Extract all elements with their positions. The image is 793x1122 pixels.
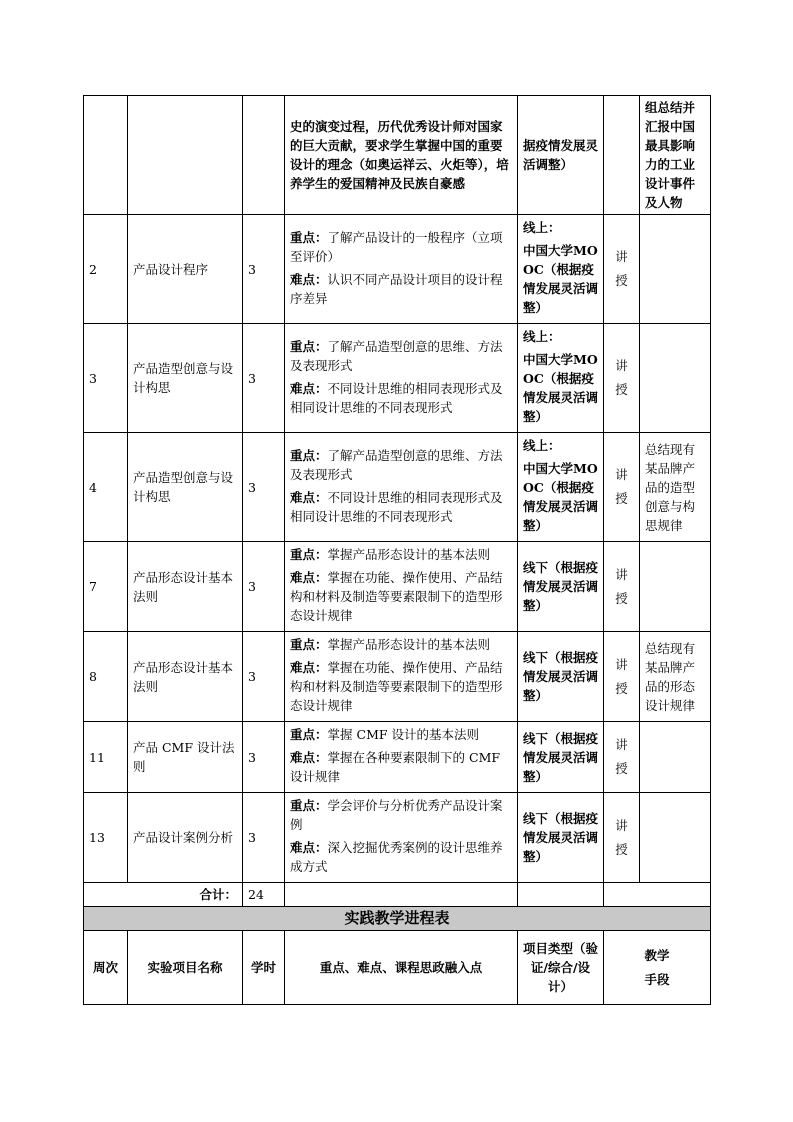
difficulty-point: 难点：掌握在功能、操作使用、产品结构和材料及制造等要素限制下的造型形态设计规律 — [290, 660, 503, 713]
total-hours: 24 — [243, 883, 285, 907]
note-cell: 总结现有某品牌产品的造型创意与构思规律 — [640, 433, 711, 542]
project-name-cell: 产品形态设计基本法则 — [128, 632, 243, 722]
key-points-cell — [285, 632, 518, 722]
week-cell: 13 — [84, 793, 128, 883]
project-name-cell: 产品设计案例分析 — [128, 793, 243, 883]
delivery-mode-cell: 线上： 中国大学MOOC（根据疫情发展灵活调整） — [518, 215, 604, 324]
empty-cell — [604, 883, 711, 907]
project-name-cell: 产品设计程序 — [128, 215, 243, 324]
total-row — [84, 883, 711, 907]
delivery-mode-cell: 线上： 中国大学MOOC（根据疫情发展灵活调整） — [518, 324, 604, 433]
teaching-method-cell: 讲 授 — [604, 722, 640, 793]
header-teaching-method: 教学 手段 — [604, 931, 711, 1005]
delivery-mode-cell — [518, 96, 604, 215]
difficulty-point: 难点：不同设计思维的相同表现形式及相同设计思维的不同表现形式 — [290, 489, 503, 524]
teaching-method-cell: 讲 授 — [604, 433, 640, 542]
delivery-mode-cell: 线下（根据疫情发展灵活调整） — [518, 722, 604, 793]
teaching-method-cell: 讲 授 — [604, 793, 640, 883]
key-points-cell — [285, 722, 518, 793]
week-cell: 7 — [84, 542, 128, 632]
delivery-mode-cell: 线上： 中国大学MOOC（根据疫情发展灵活调整） — [518, 433, 604, 542]
header-hours: 学时 — [243, 931, 285, 1005]
key-point: 重点：学会评价与分析优秀产品设计案例 — [290, 798, 503, 832]
header-project-name: 实验项目名称 — [128, 931, 243, 1005]
teaching-method-cell: 讲 授 — [604, 542, 640, 632]
project-name-cell: 产品造型创意与设计构思 — [128, 433, 243, 542]
key-point: 重点：了解产品造型创意的思维、方法及表现形式 — [290, 338, 503, 373]
note-cell — [640, 793, 711, 883]
header-project-type: 项目类型（验证/综合/设计） — [518, 931, 604, 1005]
hours-cell: 3 — [243, 433, 285, 542]
practice-table-title: 实践教学进程表 — [84, 907, 711, 931]
total-label: 合计： — [84, 883, 243, 907]
key-points-cell — [285, 793, 518, 883]
teaching-method-cell: 讲 授 — [604, 324, 640, 433]
difficulty-point: 难点：深入挖掘优秀案例的设计思维养成方式 — [290, 840, 503, 874]
table-row — [84, 793, 711, 883]
key-points-cell — [285, 324, 518, 433]
hours-cell — [243, 96, 285, 215]
table-row — [84, 722, 711, 793]
delivery-mode-text: 据疫情发展灵活调整） — [523, 138, 599, 172]
key-points-cell — [285, 542, 518, 632]
table-row — [84, 96, 711, 215]
hours-cell: 3 — [243, 722, 285, 793]
hours-cell: 3 — [243, 793, 285, 883]
key-points-cell — [285, 96, 518, 215]
table-row — [84, 324, 711, 433]
empty-cell — [285, 883, 518, 907]
teaching-method-cell — [604, 96, 640, 215]
table-row — [84, 632, 711, 722]
section-title-row — [84, 907, 711, 931]
hours-cell: 3 — [243, 542, 285, 632]
key-point: 重点：掌握产品形态设计的基本法则 — [290, 547, 491, 562]
difficulty-point: 难点：掌握在各种要素限制下的 CMF 设计规律 — [290, 750, 501, 784]
key-point-text: 史的演变过程，历代优秀设计师对国家的巨大贡献，要求学生掌握中国的重要设计的理念（如奥运祥云、火炬等），培养学生的爱国精神及民族自豪感 — [290, 119, 509, 191]
note-cell — [640, 542, 711, 632]
delivery-mode-cell: 线下（根据疫情发展灵活调整） — [518, 632, 604, 722]
note-cell — [640, 215, 711, 324]
key-points-cell — [285, 433, 518, 542]
hours-cell: 3 — [243, 632, 285, 722]
teaching-method-cell: 讲 授 — [604, 632, 640, 722]
note-cell: 总结现有某品牌产品的形态设计规律 — [640, 632, 711, 722]
project-name-cell — [128, 96, 243, 215]
note-cell — [640, 722, 711, 793]
week-cell: 4 — [84, 433, 128, 542]
hours-cell: 3 — [243, 324, 285, 433]
note-cell — [640, 324, 711, 433]
practice-header-row — [84, 931, 711, 1005]
header-week: 周次 — [84, 931, 128, 1005]
table-row — [84, 215, 711, 324]
empty-cell — [518, 883, 604, 907]
project-name-cell: 产品造型创意与设计构思 — [128, 324, 243, 433]
week-cell: 3 — [84, 324, 128, 433]
delivery-mode-cell: 线下（根据疫情发展灵活调整） — [518, 793, 604, 883]
delivery-mode-cell: 线下（根据疫情发展灵活调整） — [518, 542, 604, 632]
table-row — [84, 542, 711, 632]
header-key-points: 重点、难点、课程思政融入点 — [285, 931, 518, 1005]
key-point: 重点：掌握 CMF 设计的基本法则 — [290, 727, 480, 742]
key-points-cell — [285, 215, 518, 324]
project-name-cell: 产品 CMF 设计法则 — [128, 722, 243, 793]
project-name-cell: 产品形态设计基本法则 — [128, 542, 243, 632]
difficulty-point: 难点：不同设计思维的相同表现形式及相同设计思维的不同表现形式 — [290, 380, 503, 415]
week-cell: 2 — [84, 215, 128, 324]
table-row — [84, 433, 711, 542]
note-cell: 组总结并汇报中国最具影响力的工业设计事件及人物 — [640, 96, 711, 215]
hours-cell: 3 — [243, 215, 285, 324]
week-cell — [84, 96, 128, 215]
week-cell: 8 — [84, 632, 128, 722]
key-point: 重点：了解产品设计的一般程序（立项至评价） — [290, 229, 503, 264]
course-schedule-table — [83, 95, 711, 1005]
difficulty-point: 难点：认识不同产品设计项目的设计程序差异 — [290, 271, 503, 306]
key-point: 重点：掌握产品形态设计的基本法则 — [290, 637, 491, 652]
week-cell: 11 — [84, 722, 128, 793]
difficulty-point: 难点：掌握在功能、操作使用、产品结构和材料及制造等要素限制下的造型形态设计规律 — [290, 570, 503, 623]
key-point: 重点：了解产品造型创意的思维、方法及表现形式 — [290, 447, 503, 482]
teaching-method-cell: 讲 授 — [604, 215, 640, 324]
